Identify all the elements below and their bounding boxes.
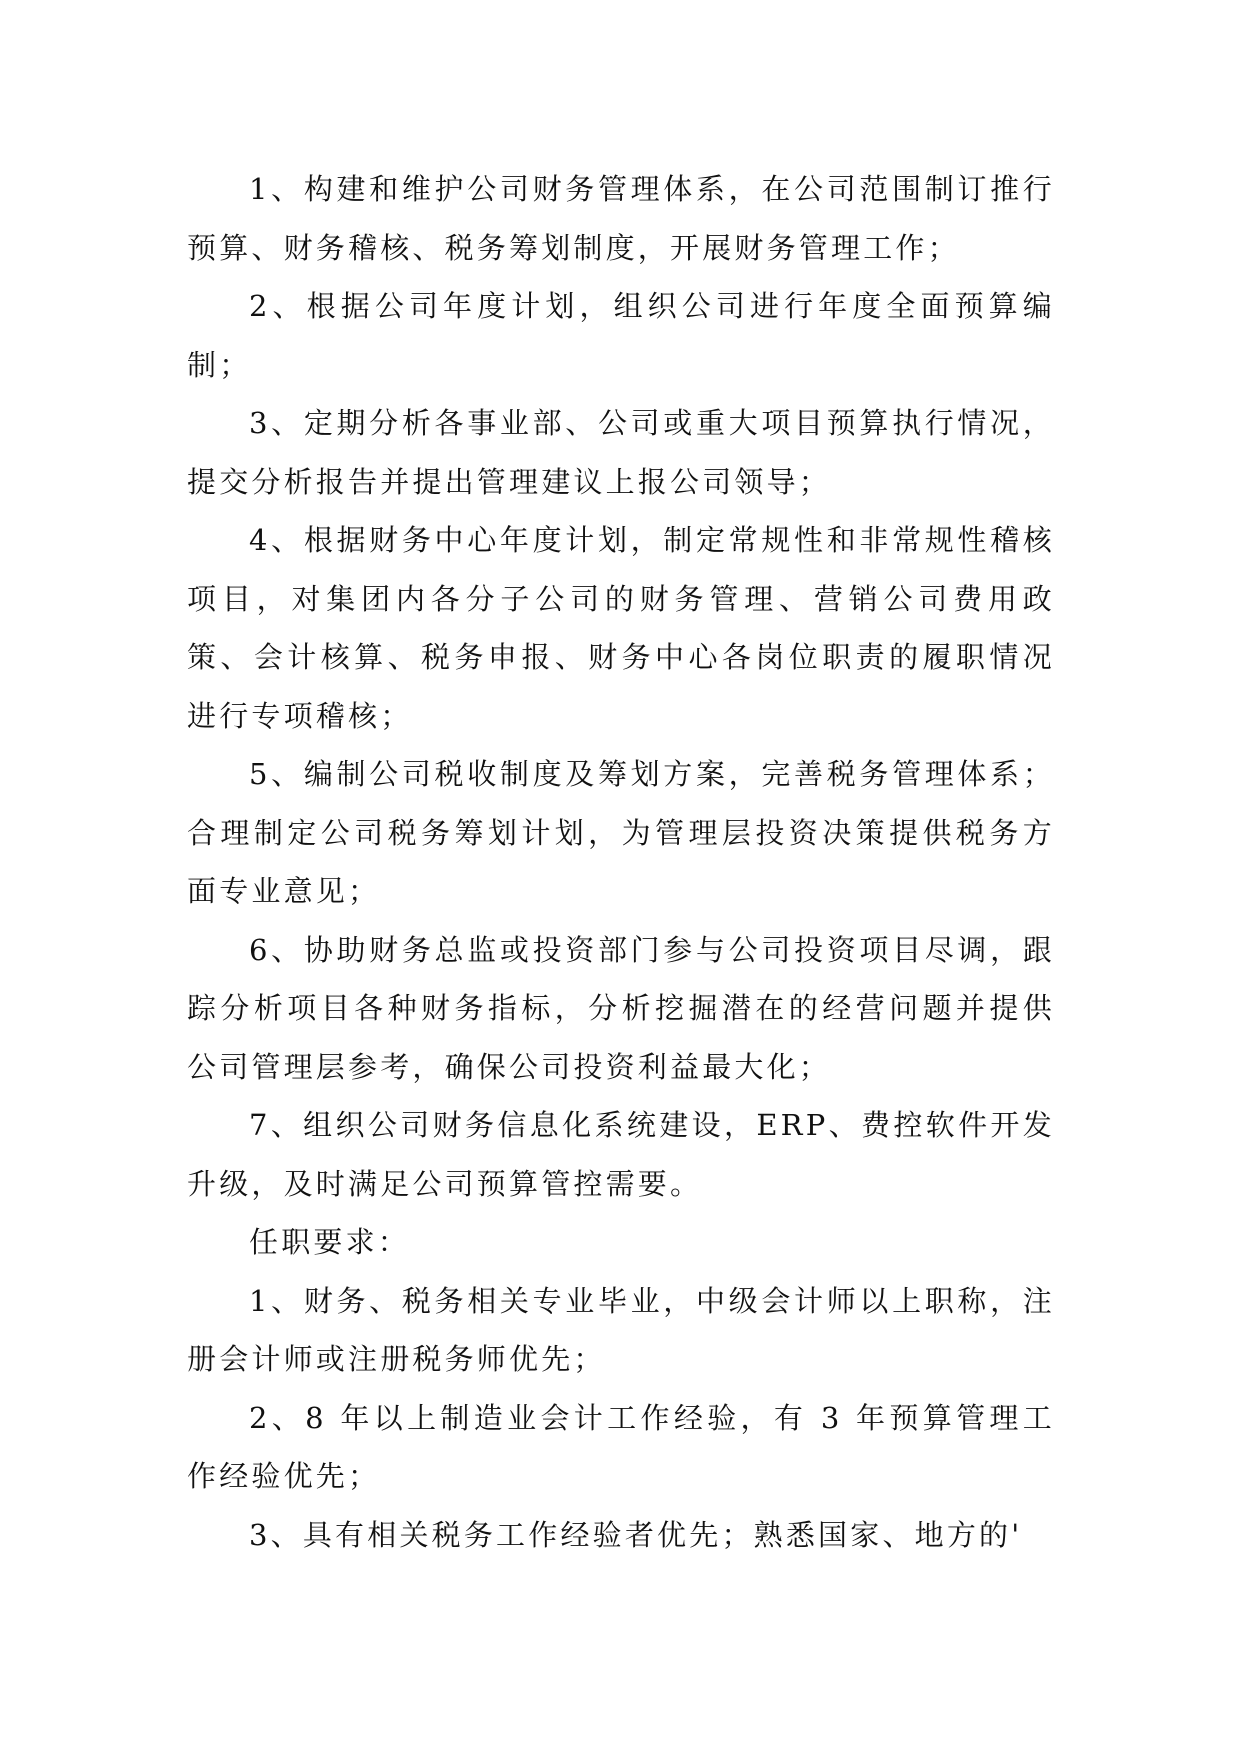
requirement-item-2: 2、8 年以上制造业会计工作经验，有 3 年预算管理工作经验优先； <box>187 1400 1055 1493</box>
duty-item-5: 5、编制公司税收制度及筹划方案，完善税务管理体系；合理制定公司税务筹划计划，为管理层投资决策提供税务方面专业意见； <box>187 757 1055 908</box>
duty-item-6: 6、协助财务总监或投资部门参与公司投资项目尽调，跟踪分析项目各种财务指标，分析挖掘潜在的经营问题并提供公司管理层参考，确保公司投资利益最大化； <box>187 932 1055 1084</box>
duty-item-2: 2、根据公司年度计划，组织公司进行年度全面预算编制； <box>187 289 1055 382</box>
requirement-item-1: 1、财务、税务相关专业毕业，中级会计师以上职称，注册会计师或注册税务师优先； <box>187 1283 1055 1376</box>
duty-item-7: 7、组织公司财务信息化系统建设，ERP、费控软件开发升级，及时满足公司预算管控需要。 <box>187 1108 1055 1201</box>
requirements-heading: 任职要求： <box>249 1225 411 1259</box>
duty-item-1: 1、构建和维护公司财务管理体系，在公司范围制订推行预算、财务稽核、税务筹划制度，开展财务管理工作； <box>187 172 1055 265</box>
duty-item-3: 3、定期分析各事业部、公司或重大项目预算执行情况，提交分析报告并提出管理建议上报公司领导； <box>187 406 1055 499</box>
duty-item-4: 4、根据财务中心年度计划，制定常规性和非常规性稽核项目，对集团内各分子公司的财务管理、营销公司费用政策、会计核算、税务申报、财务中心各岗位职责的履职情况进行专项稽核； <box>187 523 1055 733</box>
requirement-item-3: 3、具有相关税务工作经验者优先；熟悉国家、地方的' <box>249 1517 1023 1552</box>
document-page <box>187 160 1055 1564</box>
